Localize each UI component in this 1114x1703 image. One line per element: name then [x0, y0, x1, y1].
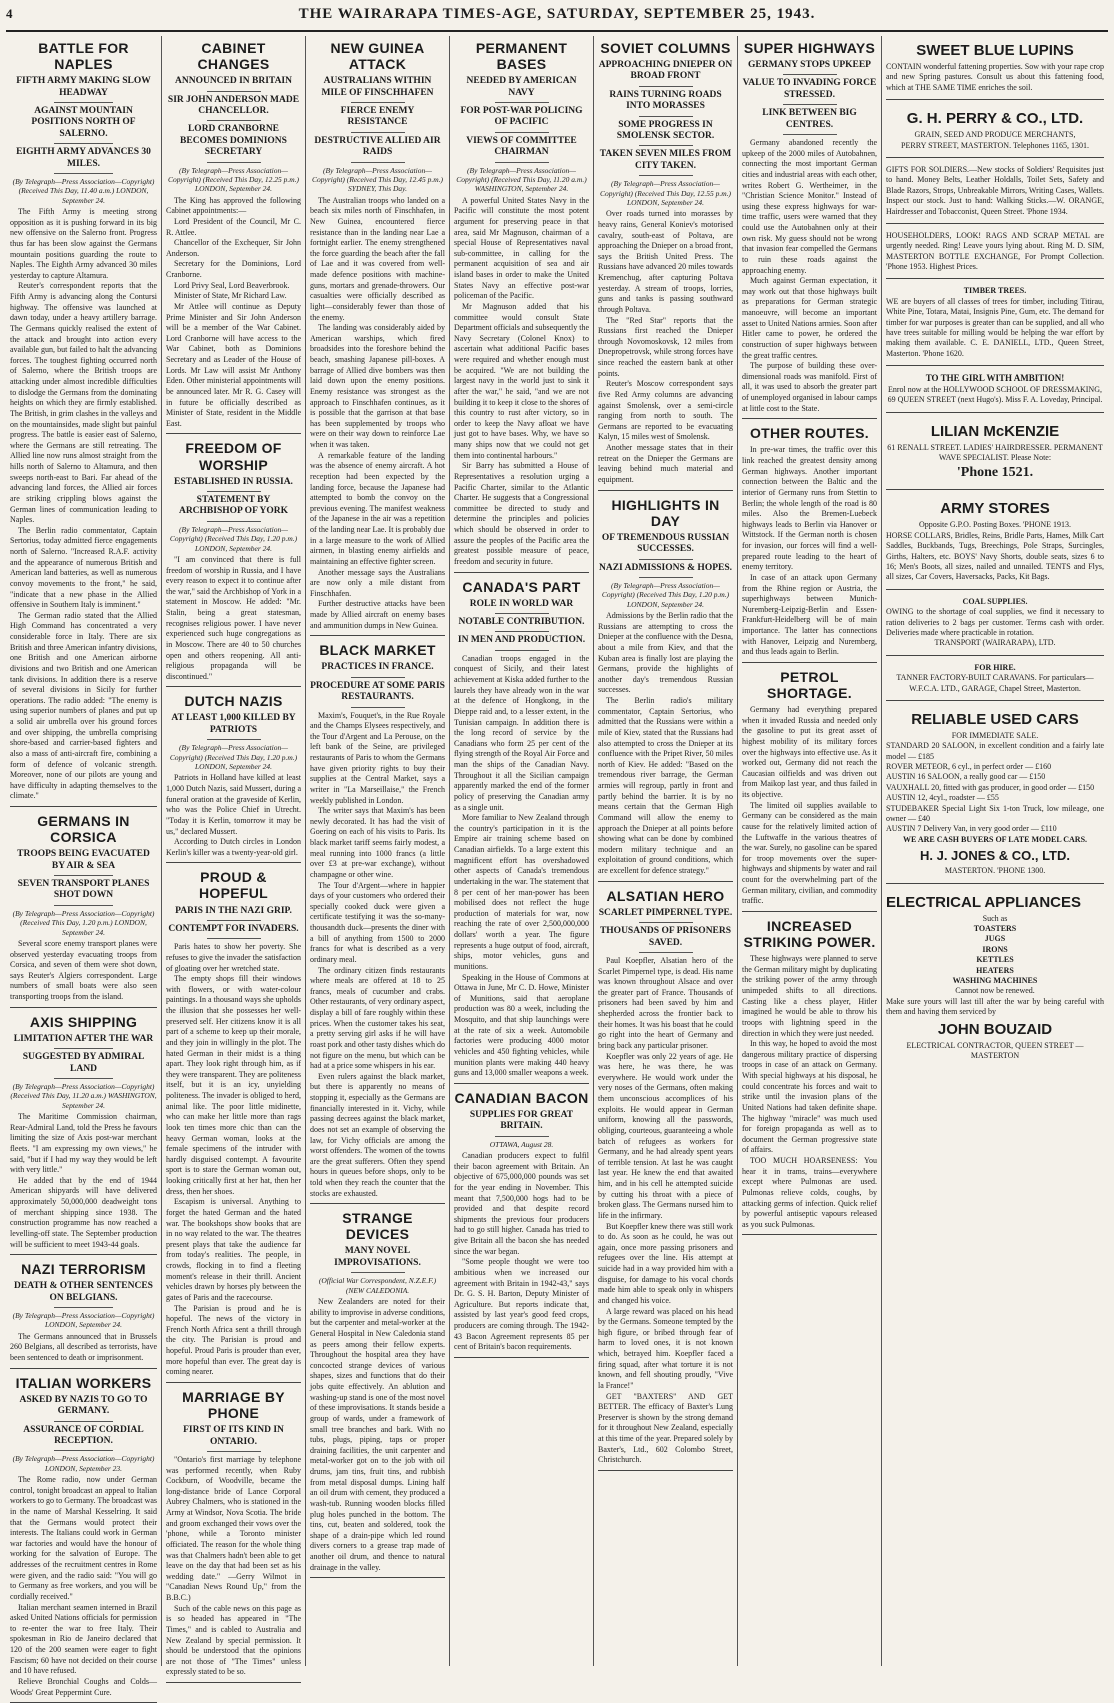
article: [742, 669, 877, 912]
deck-divider: [54, 875, 113, 876]
article-dateline: (By Telegraph—Press Association—Copyright) (Received This Day, 1.20 p.m.) LONDON, September 24.: [169, 743, 298, 772]
article-paragraph: Relieve Bronchial Coughs and Colds—Woods' Great Peppermint Cure.: [10, 1676, 157, 1697]
article-paragraph: More familiar to New Zealand through the country's participation in it is the Empire air training scheme based on Canadian airfields. To a large extent this magnificent effort has overshadowed other aspects of Canada's tremendous undertaking in the war. The statement that 8 per cent of her man-power has been mobilised does not reflect the huge production of materials for war, now reaching the rate of over 2,500,000,000 dollars' worth a year. The figure represents a huge output of food, aircraft, ships, motor vehicles, guns and munitions.: [454, 813, 589, 971]
ad-electrical-footer: ELECTRICAL CONTRACTOR, QUEEN STREET — MASTERTON: [906, 1040, 1084, 1060]
article-paragraph: Mr Attlee will continue as Deputy Prime Minister and Sir John Anderson will be a member of the War Cabinet. Lord Cranborne will have access to the War Cabinet, both as Dominions Secretary and as Leader of the House of Lords. Mr Law will assist Mr Anthony Eden. Other ministerial appointments will be announced later. Mr R. G. Casey will in future be officially described as Minister of State, resident in the Middle East.: [166, 301, 301, 428]
article-paragraph: The Fifth Army is meeting strong opposition as it is pushing forward in its big new offensive on the Salerno front. Progress thus far has been slow against the Germans mountain positions guarding the route to Naples. The Eighth Army advanced 30 miles yesterday to capture Altamura.: [10, 207, 157, 280]
article-paragraph: Another message states that in their retreat on the Dnieper the Germans are leaving behind much material and equipment.: [598, 443, 733, 484]
deck-divider: [54, 173, 113, 174]
article-paragraph: Lord President of the Council, Mr C. R. Attlee.: [166, 216, 301, 237]
ad-mckenzie-phone: 'Phone 1521.: [956, 465, 1034, 481]
article-deck: NOTABLE CONTRIBUTION.: [458, 617, 585, 628]
deck-divider: [54, 143, 113, 144]
article-dateline: (Official War Correspondent, N.Z.E.F.) (NEW CALEDONIA.: [318, 1276, 437, 1295]
ad-army-title: ARMY STORES: [940, 500, 1050, 518]
article-paragraph: The Tour d'Argent—where in happier days of your customers who ordered their specially cooked duck were given a certificate testifying it was the so-many-thousandth duck—presents the diner with a bill of anything from 1500 to 2000 francs for what is described as a very ordinary meal.: [310, 880, 445, 964]
ad-cars-sub: FOR IMMEDIATE SALE.: [951, 730, 1039, 740]
article-deck: VALUE TO INVADING FORCE STRESSED.: [742, 78, 877, 100]
ad-coal: [886, 594, 1104, 656]
article-headline: DUTCH NAZIS: [184, 693, 283, 710]
deck-divider: [783, 104, 837, 105]
article-paragraph: Patriots in Holland have killed at least 1,000 Dutch Nazis, said Mussert, during a funeral oration at the graveside of Kerlin, who was the Police Chief in Utrecht. "Today it is Kerlin, tomorrow it may be us," declared Mussert.: [166, 773, 301, 836]
ad-perry-sub: GRAIN, SEED AND PRODUCE MERCHANTS,: [914, 130, 1076, 140]
column-5: [594, 36, 738, 1666]
ad-army-stores: [886, 494, 1104, 589]
article-paragraph: Further destructive attacks have been made by Allied aircraft on enemy bases and ammunition dumps in New Guinea.: [310, 599, 445, 630]
column-6: [738, 36, 882, 1666]
article-deck: RAINS TURNING ROADS INTO MORASSES: [609, 89, 722, 112]
deck-divider: [639, 175, 693, 176]
article-deck: LINK BETWEEN BIG CENTRES.: [762, 108, 857, 130]
column-2: [162, 36, 306, 1677]
page-number: 4: [6, 6, 13, 21]
appliance-item: KETTLES: [976, 955, 1014, 965]
article-paragraph: The writer says that Maxim's has been newly decorated. It has had the visit of Goering on each of his visits to Paris. Its black market tariff seems fairly modest, a meal running into 1000 francs (a little over £3 at pre-war exchange), without champagne or other wine.: [310, 806, 445, 879]
deck-divider: [54, 102, 113, 103]
deck-divider: [639, 559, 693, 560]
article-paragraph: Escapism is universal. Anything to forget the hated German and the hated war. The bookshops show books that are in no way related to the war. The theatres present plays that take the audience far from today's realities. The people, in crowds, flocking in to find a fleeting moment's release in their thrill. Ancient vehicles drawn by horses ply between the gates of Paris and the racecourse.: [166, 1197, 301, 1302]
article-headline: BLACK MARKET: [319, 642, 436, 659]
deck-divider: [207, 1451, 261, 1452]
ad-bottle-exchange: [886, 228, 1104, 280]
article-headline: BATTLE FOR NAPLES: [38, 40, 129, 73]
ad-cars-dealer: H. J. JONES & CO., LTD.: [919, 848, 1070, 864]
deck-divider: [639, 952, 693, 953]
appliance-item: JUGS: [984, 934, 1006, 944]
article-deck: PARIS IN THE NAZI GRIP.: [175, 905, 292, 916]
car-listing: AUSTIN 16 SALOON, a really good car — £150: [886, 772, 1046, 782]
car-listing: STUDEBAKER Special Light Six 1-ton Truck, low mileage, one owner — £40: [886, 803, 1104, 824]
deck-divider: [351, 132, 405, 133]
article-headline: SUPER HIGHWAYS: [743, 40, 876, 56]
ad-electrical-sub: Such as: [982, 913, 1008, 923]
article-deck: MANY NOVEL IMPROVISATIONS.: [334, 1246, 421, 1268]
article-paragraph: Speaking in the House of Commons at Ottawa in June, Mr C. D. Howe, Minister of Munitions, said that aeroplane production was 80 a week, including the Mosquito, and that ship launchings were at the rate of six a week. Automobile factories were producing 4000 motor vehicles and 450 fighting vehicles, while munition plants were making 440 heavy guns and 13,000 smaller weapons a week.: [454, 972, 589, 1078]
ad-electrical-note: Cannot now be renewed.: [955, 986, 1035, 996]
article-paragraph: Maxim's, Fouquet's, in the Rue Royale and the Champs Elysees respectively, and the Tour d'Argent and La Perouse, on the left bank of the Seine, are privileged restaurants of Paris to whom the Germans have given priority rights to buy their supplies at the Central Market, says a writer in "La Marseillaise," the French weekly published in London.: [310, 710, 445, 805]
deck-divider: [207, 120, 261, 121]
article-headline: SOVIET COLUMNS: [600, 40, 731, 56]
article-headline: CANADIAN BACON: [454, 1089, 589, 1106]
ad-army-body: HORSE COLLARS, Bridles, Reins, Bridle Parts, Hames, Milk Cart Saddles, Buckbands, Tugs, Breechings, Pole Straps, Surcingles, Girths, Halters, etc. BOYS' Navy Shorts, double seats, sizes 6 to 16; Men's Boots, all sizes, nailed and unnailed. TENTS and Flys, all sizes, Car Covers, Haversacks, Packs, Kit Bags.: [886, 530, 1104, 582]
deck-divider: [54, 1048, 113, 1049]
article-paragraph: Even rulers against the black market, but there is apparently no means of stopping it, especially as the Germans are financially interested in it. Vichy, while passing decrees against the black market, does not set an example of observing the law, for Vichy officials are among the worst offenders. The women of the towns are the great sufferers. Often they spend hours in queues before shops, only to be told when they reach the counter that the stocks are exhausted.: [310, 1071, 445, 1198]
columns: [6, 36, 1108, 1697]
article-headline: STRANGE DEVICES: [342, 1210, 413, 1243]
ad-lupins-body: CONTAIN wonderful fattening properties. Sow with your rape crop and new Spring pastures. Consult us about this fattening food, which at THE SAME TIME enriches the soil.: [886, 62, 1104, 92]
article-paragraph: Reuter's Moscow correspondent says five Red Army columns are advancing against Smolensk, over a semi-circle ranging from north to south. The Germans are reported to be evacuating Kalyn, 15 miles west of Smolensk.: [598, 379, 733, 442]
article-deck: OF TREMENDOUS RUSSIAN SUCCESSES.: [601, 532, 730, 555]
article-deck: EIGHTH ARMY ADVANCES 30 MILES.: [16, 147, 151, 169]
deck-divider: [351, 102, 405, 103]
article-deck: APPROACHING DNIEPER ON BROAD FRONT: [598, 60, 733, 82]
article-deck: FIRST OF ITS KIND IN ONTARIO.: [183, 1425, 284, 1447]
deck-divider: [783, 134, 837, 135]
article-paragraph: The "Red Star" reports that the Russians first reached the Dnieper through Novomoskovsk, 12 miles from Dnepropetrovsk, while strong forces have since reached the eastern bank at other points.: [598, 315, 733, 378]
article-deck: ANNOUNCED IN BRITAIN: [174, 76, 292, 87]
deck-divider: [351, 677, 405, 678]
article-dateline: (By Telegraph—Press Association—Copyright) (Received This Day, 12.25 p.m.) LONDON, September 24.: [167, 165, 299, 194]
article-paragraph: In this way, he hoped to avoid the most dangerous military practice of dispersing troops in case of an attack on Germany. With special highways at his disposal, he could concentrate his forces and wait to strike until the invasion plans of the United Nations had taken definite shape. The highway "miracle" was much used for foreign propaganda as well as to document the German progressive state of affairs.: [742, 1039, 877, 1155]
article-deck: FIERCE ENEMY RESISTANCE: [340, 105, 415, 128]
article-paragraph: But Koepfler knew there was still work to do. As soon as he could, he was out again, once more passing prisoners and refugees over the line. His attempt at suicide had in a way provided him with a disguise, for damage to his vocal chords made him able to speak only in whispers and changed his voice.: [598, 1221, 733, 1305]
article: [10, 813, 157, 1008]
ad-electrical-body: Make sure yours will last till after the war by being careful with them and having them serviced by: [886, 996, 1104, 1017]
ad-dressmaking-title: TO THE GIRL WITH AMBITION!: [925, 373, 1065, 384]
deck-divider: [495, 1136, 549, 1137]
article-paragraph: The limited oil supplies available to Germany can be considered as the main cause for the relatively limited action of the Luftwaffe in the various theatres of the war. Surely, no gasoline can be spared for troop movements over the super-highways and shipments by water and rail count for the overwhelming part of the German military, civilian, and commodity traffic.: [742, 800, 877, 906]
ad-perry: [886, 104, 1104, 158]
article-paragraph: According to Dutch circles in London Kerlin's killer was a twenty-year-old girl.: [166, 837, 301, 857]
article-deck: LORD CRANBORNE BECOMES DOMINIONS SECRETARY: [180, 124, 287, 158]
article: [10, 1261, 157, 1369]
article-paragraph: The empty shops fill their windows with flowers, or with water-colour paintings. In a thousand ways she upholds the illusion that she possesses her well-preserved self. Her citizens know it is all part of a scheme to keep up their morale, and they join in willingly in the plot. The hated German in their midst is a thing apart. They look right through him, as if they were transparent. They are politeness itself, but it is an icy, unyielding politeness. The invader is obliged to herd, animal like. The poor little midinette, who can make her little more than rags look ten times more chic than can the heavy German woman, looks at the female specimens of the intruder with hardly disguised contempt. A favourite sport is to stare the German woman out, looking critically first at her hat, then her dress, then her shoes.: [166, 974, 301, 1196]
article-deck: SEVEN TRANSPORT PLANES SHOT DOWN: [17, 879, 150, 901]
article: [742, 918, 877, 1235]
ad-electrical-list: [886, 924, 1104, 986]
article-deck: GERMANY STOPS UPKEEP: [748, 60, 871, 71]
article-deck: AGAINST MOUNTAIN POSITIONS NORTH OF SALERNO.: [31, 105, 136, 139]
article-dateline: (By Telegraph—Press Association—Copyright) (Received This Day, 12.45 p.m.) SYDNEY, This Day.: [311, 165, 443, 194]
article-paragraph: A large reward was placed on his head by the Germans. Someone tempted by the high figure, or bribed through fear of harm to loved ones, it is not known which, betrayed him. Koepfler faced a firing squad, after what torture it is not known, and fell shouting proudly, "Vive la France!": [598, 1306, 733, 1390]
article-paragraph: Reuter's correspondent reports that the Fifth Army is advancing along the Contursi highway. The offensive was launched at dawn today, under a heavy artillery barrage. The Germans quickly realised the extent of the attack and brought into action every available gun, but failed to halt the advancing forces. The toughest fighting occurred north of Salerno, where the British troops are attacking under almost incredible difficulties to dislodge the Germans from the dominating heights on which they are firmly established. The British, in grim clashes in the valleys and on the mountainsides, made slight but painful progress. The battle is easier east of Salerno, where the Germans are still retreating. The Allied line now runs almost straight from the hills north of Salerno to Altamura, and then sweeps north-east to Bari. Far ahead of the advancing land forces, the Allied air forces are striking crippling blows against the German lines of communication leading to Naples.: [10, 281, 157, 525]
article-paragraph: The Maritime Commission chairman, Rear-Admiral Land, told the Press he favours limiting the size of Axis post-war merchant fleets. "I am expressing my own views," he said, "but if I had my way they would be left with very little.": [10, 1112, 157, 1175]
article-headline: PROUD & HOPEFUL: [199, 869, 268, 902]
article-paragraph: The ordinary citizen finds restaurants where meals are offered at 18 to 25 francs, meals of cucumber and crabs. Other restaurants, of very ordinary aspect, display a bill of fare roughly within these prices. When the customer takes his seat, a pretty serving girl asks if he will have roast pork and other tasty dishes which do not figure on the menu, but which can be had at a price some whispers in his ear.: [310, 965, 445, 1071]
article-deck: ASSURANCE OF CORDIAL RECEPTION.: [23, 1424, 144, 1446]
article-headline: OTHER ROUTES.: [749, 425, 870, 442]
article-deck: PRACTICES IN FRANCE.: [321, 662, 434, 673]
article-deck: SOME PROGRESS IN SMOLENSK SECTOR.: [616, 119, 715, 142]
article-paragraph: Minister of State, Mr Richard Law.: [174, 291, 287, 301]
column-1: [6, 36, 162, 1697]
deck-divider: [207, 938, 261, 939]
ad-lupins: [886, 36, 1104, 100]
ad-army-sub: Opposite G.P.O. Posting Boxes. 'PHONE 1913.: [918, 520, 1072, 530]
appliance-item: IRONS: [982, 944, 1008, 954]
article-deck: VIEWS OF COMMITTEE CHAIRMAN: [466, 135, 577, 158]
ad-cars-title: RELIABLE USED CARS: [911, 710, 1079, 728]
ad-cars-dealer-sub: MASTERTON. 'PHONE 1300.: [944, 866, 1046, 876]
article-paragraph: Secretary for the Dominions, Lord Cranborne.: [166, 259, 301, 280]
ad-electrical-name: JOHN BOUZAID: [937, 1020, 1053, 1038]
ad-coal-title: COAL SUPPLIES.: [962, 596, 1028, 606]
article-deck: AT LEAST 1,000 KILLED BY PATRIOTS: [171, 713, 296, 735]
deck-divider: [639, 577, 693, 578]
article-deck: THOUSANDS OF PRISONERS SAVED.: [599, 926, 732, 948]
article-paragraph: The landing was considerably aided by American warships, which fired broadsides into the foreshore behind the beach, smashing Japanese pill-boxes. A barrage of Allied dive bombers was then laid down upon the enemy positions. Enemy resistance was strongest as the approach to Finschhafen continues, as it is possible that the garrison at that base has been supplemented by troops who were on their way down to reinforce Lae when it was taken.: [310, 323, 445, 450]
article-deck: IN MEN AND PRODUCTION.: [457, 635, 586, 646]
article: [598, 888, 733, 1471]
article-paragraph: The Australian troops who landed on a beach six miles north of Finschhafen, in New Guinea, encountered fierce resistance than in the landing near Lae a fortnight earlier. The enemy strengthened the force guarding the beach after the fall of Lae and it was covered from well-made defence positions with machine-guns, mortars and grenade-throwers. Our casualties were officially described as light—considerably fewer than those of the enemy.: [310, 195, 445, 322]
ad-caravans: [886, 660, 1104, 701]
article-paragraph: Such of the cable news on this page as is so headed has appeared in "The Times," and is cabled to Australia and New Zealand by special permission. It should be understood that the opinions are not those of "The Times" unless expressly stated to be so.: [166, 1603, 301, 1677]
article: [166, 40, 301, 434]
ad-electrical-title: ELECTRICAL APPLIANCES: [886, 893, 1082, 911]
deck-divider: [207, 739, 261, 740]
article-paragraph: Lord Privy Seal, Lord Beaverbrook.: [174, 280, 290, 290]
article-paragraph: Germany abandoned recently the upkeep of the 2000 miles of Autobahnen, connecting the most important German cities and industrial areas with each other, writes Robert G. Wertheimer, in the "Christian Science Monitor." Instead of using these express highways for war-time traffic, users were warned that they could use the Autobahnen only at their own risk. My guess should not be wrong that invasion fear compelled the Germans to ruin these roads against the approaching enemy.: [742, 138, 877, 275]
article: [310, 1210, 445, 1578]
article-paragraph: In pre-war times, the traffic over this link reached the greatest density among German highways. Another important connection between the Baltic and the interior of Germany runs from Stettin to Berlin; the whole length of the road is 80 miles. Also the Bremen-Luebeck highways leads to Berlin via Hanover or Wittstock. If the German north is chosen for invasion, our forces will find a well-prepared route leading to the heart of enemy territory.: [742, 445, 877, 572]
article-headline: MARRIAGE BY PHONE: [182, 1388, 285, 1422]
article-headline: INCREASED STRIKING POWER.: [743, 917, 876, 951]
article-paragraph: Canadian producers expect to fulfil their bacon agreement with Britain. An objective of 675,000,000 pounds was set for the year ending in November. This meant that 7,500,000 hogs had to be provided and that despite record shipments the previous four producers had to go still higher. Canada has tried to give Britain all the bacon she has needed since the war began.: [454, 1151, 589, 1256]
ad-coal-footer: TRANSPORT (WAIRARAPA), LTD.: [934, 638, 1056, 648]
deck-divider: [54, 1307, 113, 1308]
article-dateline: (By Telegraph—Press Association—Copyright) LONDON, September 24.: [12, 1311, 155, 1330]
ad-cars-list: [886, 741, 1104, 835]
article-headline: AXIS SHIPPING: [29, 1013, 138, 1030]
article-headline: ITALIAN WORKERS: [15, 1374, 152, 1391]
ad-electrical: [886, 888, 1104, 1068]
ad-cars-footer: WE ARE CASH BUYERS OF LATE MODEL CARS.: [902, 834, 1088, 844]
deck-divider: [495, 162, 549, 163]
article: [598, 497, 733, 882]
article-deck: TAKEN SEVEN MILES FROM CITY TAKEN.: [599, 149, 732, 171]
article-paragraph: A remarkable feature of the landing was the absence of enemy aircraft. A hot reception had been expected by the landing force, because the Japanese had attempted to bomb the convoy on the previous evening. The manifest weakness of the Japanese in the air was a repetition of the landing near Lae. It is probably due in a large measure to the work of Allied airmen, in blasting enemy airfields and maintaining an effective fighter screen.: [310, 450, 445, 566]
article-deck: SIR JOHN ANDERSON MADE CHANCELLOR.: [167, 94, 300, 116]
article-dateline: (By Telegraph—Press Association—Copyright) (Received This Day, 1.20 p.m.) LONDON, September 24.: [12, 908, 155, 937]
article-dateline: (By Telegraph—Press Association—Copyright) (Received This Day, 11.20 a.m.) WASHINGTON, September 24.: [456, 165, 587, 194]
column-7-ads: [882, 36, 1108, 1666]
article-paragraph: GET "BAXTERS" AND GET BETTER. The efficacy of Baxter's Lung Preserver is shown by the strong demand for it throughout New Zealand, especially at this time of the year. Prepared solely by Baxter's, Ltd., 602 Colombo Street, Christchurch.: [598, 1391, 733, 1465]
ad-dressmaking: [886, 370, 1104, 412]
deck-divider: [495, 631, 549, 632]
masthead: [6, 6, 1108, 32]
article-deck: FOR POST-WAR POLICING OF PACIFIC: [460, 105, 583, 128]
article-paragraph: He added that by the end of 1944 American shipyards will have delivered approximately 50,000,000 deadweight tons of merchant shipping since 1938. The construction programme has now reached a levelling-off state. The September production will be sufficient to meet 1943-44 goals.: [10, 1175, 157, 1249]
article-paragraph: Several score enemy transport planes were observed yesterday evacuating troops from Corsica, and seven of them were shot down, says Reuter's Algiers correspondent. Large numbers of small boats were also seen transporting troops from the island.: [10, 938, 157, 1002]
article-paragraph: "Ontario's first marriage by telephone was performed recently, when Ruby Cockburn, of Woodville, became the long-distance bride of Lance Corporal Aubrey Chalmers, who is stationed in the Army at Windsor, Nova Scotia. The bride and groom exchanged their vows over the 'phone, while a Toronto minister officiated. The reason for the whole thing was that Chalmers hadn't been able to get leave on the day that had been set as his wedding date." —Gerry Wilmot in "Canadian News Round Up," from the B.B.C.): [166, 1454, 301, 1603]
article-headline: PERMANENT BASES: [475, 40, 568, 73]
deck-divider: [54, 1078, 113, 1079]
car-listing: AUSTIN 12, 4cyl., roadster — £55: [886, 793, 999, 803]
article: [454, 1090, 589, 1358]
article: [742, 40, 877, 419]
deck-divider: [351, 1272, 405, 1273]
article-paragraph: Sir Barry has submitted a House of Representatives a resolution urging a Pacific Charter, similar to the Atlantic Charter. He suggests that a Congressional committee be directed to study and determine the principles and policies which should be observed in order to assure the peoples of the Pacific area the greatest possible measure of peace, freedom and security in future.: [454, 461, 589, 566]
ad-timber-title: TIMBER TREES.: [963, 286, 1027, 296]
article-paragraph: Koepfler was only 22 years of age. He was here, he was there, he was everywhere. He would work under the very noses of the Germans, often making them unconscious accomplices of his exploits. He would appear in German uniform, knowing all the passwords, obliging, courteous, guaranteeing a whole batch of refugees as workers for Germany, and he had already spent years of terrible tension. At last he was caught last year. He knew the end that awaited him, and in his cell he attempted suicide by cutting his throat with a piece of broken glass. The Germans nursed him to life in the infirmary.: [598, 1051, 733, 1220]
article: [10, 1375, 157, 1703]
deck-divider: [207, 920, 261, 921]
article-deck: NAZI ADMISSIONS & HOPES.: [598, 562, 733, 573]
article-paragraph: Chancellor of the Exchequer, Sir John Anderson.: [166, 238, 301, 258]
car-listing: AUSTIN 7 Delivery Van, in very good order — £110: [886, 824, 1057, 834]
article-paragraph: New Zealanders are noted for their ability to improvise in adverse conditions, but the carpenter and metal-worker at the General Hospital in New Caledonia stand as peers among their fellow experts. Throughout the hospital area they have concocted strange devices of various shapes, sizes and functions that do their jobs quite effectively. An ablution and washing-up stand is one of the most novel of these improvisations. It stands beside a group of wards, under a framework of small tree branches and bark. With no tubs, plugs, piping, taps or proper draining facilities, the unit carpenter and metal-worker got on to the job with oil drums, jam tins, fruit tins, and rubbish from metal disposal dumps. Lining half an oil drum with cement, they produced a wash-tub. Running wooden blocks filled plug holes punched in the bottom. The tins, cut, beaten and soldered, took the shape of a drain-pipe which led round divers corners to a grease trap made of another oil drum, and thence to natural drainage in the valley.: [310, 1297, 445, 1572]
article-paragraph: A powerful United States Navy in the Pacific will constitute the most potent argument for preserving peace in that area, said Mr Magnuson, chairman of a special House of Representatives naval sub-committee, in calling for the permanent acquisition of sea and air island bases in order to make the United States Navy an effective post-war policeman of the Pacific.: [454, 195, 589, 301]
article-dateline: (By Telegraph—Press Association—Copyright) (Received This Day, 1.20 p.m.) LONDON, September 24.: [601, 580, 730, 609]
ad-timber-body: WE are buyers of all classes of trees for timber, including Titirau, White Pine, Totara, Matai, Insignis Pine, Gum, etc. The demand for timber for war purposes is greater than can be supplied, and all who have trees suitable for milling would be helping the war effort by making them available. C. E. DANIELL, LTD., Queen Street, Masterton. 'Phone 1620.: [886, 296, 1104, 358]
article: [10, 40, 157, 807]
article: [598, 40, 733, 491]
deck-divider: [639, 86, 693, 87]
car-listing: STANDARD 20 SALOON, in excellent condition and a fairly late model — £185: [886, 741, 1104, 761]
article-headline: FREEDOM OF WORSHIP: [185, 440, 282, 473]
article-paragraph: Paris hates to show her poverty. She refuses to give the invader the satisfaction of gloating over her wretched state.: [166, 942, 301, 973]
article: [742, 425, 877, 663]
article-paragraph: The Rome radio, now under German control, tonight broadcast an appeal to Italian workers to go to Germany. The broadcast was in the name of Marshal Kesselring. It said that the Germans would protect their interests. The Italians could work in German war factories and would have the honour of working for the salvation of Europe. The addresses of the recruitment centres in Rome were given, and the radio said: "You will go to Germany as free workers, and you will be cordially received.": [10, 1475, 157, 1601]
deck-divider: [207, 491, 261, 492]
article-paragraph: Germany had everything prepared when it invaded Russia and needed only the gasoline to put its great asset of highest mobility of its military forces over the highways into effective use. As it worked out, Germany did not reach the Caucasian oilfields and was driven out from Maikop last year, and thus failed in its objective.: [742, 705, 877, 800]
ad-caravans-body: TANNER FACTORY-BUILT CARAVANS. For particulars—W.F.C.A. LTD., GARAGE, Chapel Street, Masterton.: [896, 673, 1094, 693]
newspaper-title: THE WAIRARAPA TIMES-AGE, SATURDAY, SEPTEMBER 25, 1943.: [298, 6, 816, 22]
article-paragraph: The Berlin radio commentator, Captain Sertorius, today admitted fierce engagements north of Salerno. "Increased R.A.F. activity and the appearance of numerous British and American land batteries, as well as numerous convoy movements to the front," he said, "indicate that a new phase in the Allied offensive in Southern Italy is imminent.": [10, 525, 157, 610]
article-headline: HIGHLIGHTS IN DAY: [611, 496, 720, 529]
article-paragraph: The German radio stated that the Allied High Command has concentrated a very considerable force in Italy. There are six British and three American infantry divisions, one British and one American airborne divisions and two British and one American tank divisions. In addition there is a reserve of several divisions in Sicily for further operations. The radio added: "The enemy is using superior numbers of planes and put up a solid air umbrella over his ground forces and over shipping, the umbrella comprising shore-based and carrier-based fighters and also a mass of anti-aircraft fire, combining a form of defence of volcanic strength. Moreover, none of our pilots are young and have difficulty in adapting themselves to the climate.": [10, 610, 157, 801]
deck-divider: [639, 922, 693, 923]
article-deck: DEATH & OTHER SENTENCES ON BELGIANS.: [14, 1281, 153, 1303]
article-deck: LIMITATION AFTER THE WAR: [13, 1033, 154, 1044]
article-dateline: (By Telegraph—Press Association—Copyright) (Received This Day, 11.20 a.m.) WASHINGTON, September 24.: [10, 1081, 157, 1110]
article-deck: ESTABLISHED IN RUSSIA.: [174, 476, 293, 487]
article-paragraph: Over roads turned into morasses by heavy rains, General Koniev's motorised cavalry, south-east of Poltava, are approaching the Dnieper on a broad front, says the British United Press. The Russians have advanced 20 miles towards Kremenchug, after capturing Poltava yesterday. A stream of troops, lorries, guns and tanks is passing southward through Poltava.: [598, 209, 733, 314]
car-listing: VAUXHALL 20, fitted with gas producer, in good order — £150: [886, 782, 1095, 792]
article-headline: NEW GUINEA ATTACK: [330, 40, 425, 73]
article-paragraph: Italian merchant seamen interned in Brazil asked United Nations officials for permission to re-enter the war to free Italy. Their spokesman in Rio de Janeiro declared that 120 of the 200 seamen were eager to fight Fascism; 60 have not decided on their course and 10 have refused.: [10, 1602, 157, 1676]
ad-used-cars: [886, 705, 1104, 884]
article-paragraph: Another message says the Australians are now only a mile distant from Finschhafen.: [310, 567, 445, 598]
article-paragraph: In case of an attack upon Germany from the Rhine region or Austria, the superhighways between Munich-Nuremberg-Leipzig-Berlin and Essen-Frankfurt-Heidelberg will be of main importance. The latter has connections with Hanover, Leipzig and Nuremberg, and thus leads again to Berlin.: [742, 572, 877, 657]
ad-lupins-title: SWEET BLUE LUPINS: [916, 42, 1074, 59]
article-dateline: (By Telegraph—Press Association—Copyright) (Received This Day, 1.20 p.m.) LONDON, September 24.: [169, 524, 298, 553]
article-paragraph: The King has approved the following Cabinet appointments:—: [166, 195, 301, 216]
deck-divider: [207, 91, 261, 92]
ad-coal-body: OWING to the shortage of coal supplies, we find it necessary to ration deliveries to 2 bags per customer. Terms cash with order. Deliveries made where practicable in rotation.: [886, 607, 1104, 637]
deck-divider: [54, 905, 113, 906]
article-paragraph: TOO MUCH HOARSENESS: You hear it in trams, trains—everywhere except where Pulmonas are used. Pulmonas relieve colds, coughs, by attacking germs of infection. Quick relief by powerful antiseptic vapours released as you suck Pulmonas.: [742, 1156, 877, 1229]
article: [454, 579, 589, 1084]
article: [454, 40, 589, 573]
article-paragraph: Canadian troops engaged in the conquest of Sicily, and their latest achievement at Kiska added further to the laurels they have already won in the war at the defence of Hongkong, in the Dieppe raid and, to a lesser extent, in the Tunisian campaign. In addition there is the long record of service by the Canadians who form 25 per cent of the flying strength of the Royal Air Force and man the ships of the Canadian Navy. Throughout it all the Sicilian campaign apparently marked the end of the former policy of preserving the Canadian army as a single unit.: [454, 653, 589, 812]
article-headline: CANADA'S PART: [462, 578, 581, 595]
article-paragraph: Admissions by the Berlin radio that the Russians are attempting to cross the Dnieper at the confluence with the Desna, about a mile from Kiev, and that the Kuban area is finally lost are playing the Germans, provide the highlights of another day's tremendous Russian successes.: [598, 611, 733, 695]
article-paragraph: Mr Magnuson added that his committee would consult State Department officials and subsequently the Navy Secretary (Colonel Knox) to ascertain what additional Pacific bases were required and whether enough must be acquired. "We are not building the largest navy in the world just to sink it after the war," he said, "and we are not building it to keep it close to the shores of this country to rust after victory, so in order to keep the Navy afloat we have just got to have bases. Why, we have so many ships now that we could not get them into continental harbours.": [454, 301, 589, 460]
ad-mckenzie-body: 61 RENALL STREET. LADIES' HAIRDRESSER. PERMANENT WAVE SPECIALIST. Please Note:: [887, 442, 1103, 463]
deck-divider: [54, 1450, 113, 1451]
deck-divider: [351, 162, 405, 163]
article-deck: SUGGESTED BY ADMIRAL LAND: [22, 1052, 145, 1074]
article-deck: TROOPS BEING EVACUATED BY AIR & SEA: [17, 849, 150, 871]
article-headline: CABINET CHANGES: [197, 40, 270, 73]
deck-divider: [351, 707, 405, 708]
column-4: [450, 36, 594, 1666]
ad-mckenzie: [886, 417, 1104, 491]
article-headline: NAZI TERRORISM: [21, 1261, 146, 1278]
car-listing: ROVER METEOR, 6 cyl., in perfect order — £160: [886, 762, 1052, 772]
article: [166, 1389, 301, 1683]
article: [310, 642, 445, 1204]
ad-perry-title: G. H. PERRY & CO., LTD.: [906, 110, 1084, 128]
deck-divider: [207, 521, 261, 522]
ad-mckenzie-title: LILIAN McKENZIE: [930, 422, 1060, 440]
article-deck: NEEDED BY AMERICAN NAVY: [466, 76, 577, 98]
article-paragraph: Paul Koepfler, Alsatian hero of the Scarlet Pimpernel type, is dead. His name was known throughout Alsace and over the greater part of France. Thousands of prisoners had been saved by him and shepherded across the frontier back to their homes. It was his boast that he could go right into the heart of Germany and bring back any particular prisoner.: [598, 955, 733, 1050]
appliance-item: HEATERS: [976, 965, 1014, 975]
article: [310, 40, 445, 636]
deck-divider: [495, 132, 549, 133]
ad-gifts: [886, 162, 1104, 224]
article-headline: PETROL SHORTAGE.: [767, 668, 852, 701]
article-dateline: (By Telegraph—Press Association—Copyright) LONDON, September 23.: [12, 1454, 155, 1473]
deck-divider: [639, 145, 693, 146]
deck-divider: [495, 613, 549, 614]
ad-dressmaking-body: Enrol now at the HOLLYWOOD SCHOOL OF DRESSMAKING, 69 QUEEN STREET (next Hugo's). Miss F. A. Loveday, Principal.: [887, 384, 1103, 405]
article: [166, 693, 301, 863]
article: [166, 440, 301, 687]
deck-divider: [207, 162, 261, 163]
article-paragraph: The Germans announced that in Brussels 260 Belgians, all described as terrorists, have been sentenced to death or imprisonment.: [10, 1331, 157, 1363]
ad-perry-address: PERRY STREET, MASTERTON. Telephones 1165, 1301.: [901, 140, 1089, 150]
article-deck: ROLE IN WORLD WAR: [469, 598, 574, 609]
article-deck: CONTEMPT FOR INVADERS.: [168, 923, 299, 934]
deck-divider: [495, 102, 549, 103]
article: [10, 1014, 157, 1256]
article-paragraph: Much against German expectation, it may work out that those highways built as preparations for German strategic manoeuvre, will become an important asset to United Nations armies. Soon after Hitler came to power, he ordered the construction of super highways between the great traffic centres.: [742, 276, 877, 360]
article-paragraph: The Parisian is proud and he is hopeful. The news of the victory in French North Africa sent a thrill through the city. The Parisian is proud and hopeful. Proud Paris is prouder than ever, more hopeful than ever. The great day is coming nearer.: [166, 1303, 301, 1377]
ad-bottle-body: HOUSEHOLDERS, LOOK! RAGS AND SCRAP METAL are urgently needed. Ring! Leave yours lying about. Ring M. D. SIM, MASTERTON BOTTLE EXCHANGE, For Prompt Collection. 'Phone 1953. Highest Prices.: [886, 230, 1104, 272]
deck-divider: [54, 1421, 113, 1422]
article-dateline: (By Telegraph—Press Association—Copyright) (Received This Day, 12.55 p.m.) LONDON, September 24.: [599, 179, 731, 207]
deck-divider: [639, 116, 693, 117]
article-headline: GERMANS IN CORSICA: [37, 813, 130, 846]
ad-caravans-title: FOR HIRE.: [974, 662, 1016, 672]
article: [166, 869, 301, 1383]
column-3: [306, 36, 450, 1666]
article-headline: ALSATIAN HERO: [606, 887, 725, 904]
deck-divider: [783, 74, 837, 75]
article-deck: DESTRUCTIVE ALLIED AIR RAIDS: [314, 135, 441, 158]
article-deck: STATEMENT BY ARCHBISHOP OF YORK: [178, 494, 289, 517]
article-dateline: (By Telegraph—Press Association—Copyright) (Received This Day, 11.40 a.m.) LONDON, September 24.: [12, 176, 155, 205]
article-paragraph: "Some people thought we were too ambitious when we increased our agreement with Britain in 1942-43," says Dr. G. S. H. Barton, Deputy Minister of Agriculture. But reports indicate that, assisted by last year's good feed crops, producers are coming through. The 1942-43 Bacon Agreement represents 85 per cent of Britain's bacon requirements.: [454, 1257, 589, 1352]
ad-gifts-body: GIFTS FOR SOLDIERS.—New stocks of Soldiers' Requisites just to hand. Money Belts, Leather Holdalls, Toilet Sets, Safety and Blade Razors, Strops, Unbreakable Mirrors, Writing Cases, Wallets. Inspect our stock. Just to hand: Walking Sticks.—W. ORANGE, Hairdresser and Tobacconist, Queen Street. 'Phone 1934.: [886, 164, 1104, 216]
ad-timber: [886, 283, 1104, 366]
appliance-item: TOASTERS: [973, 924, 1017, 933]
article-deck: SCARLET PIMPERNEL TYPE.: [598, 907, 733, 918]
article-paragraph: The Berlin radio's military commentator, Captain Sertorius, who admitted that the Russians were within a mile of Kiev, stated that the Russians had also attempted to cross the Dnieper at its confluence with the Pripet River, 50 miles north of Kiev. He added: "Based on the tremendous river barrage, the German armies will regroup, partly in front and partly behind the barrier. It is by no means certain that the German High Command will allow the enemy to approach the Dnieper at all points before showing what can be done by combined modern military technique and an exploitation of ground conditions, which are excellent for defence strategy.": [598, 696, 733, 876]
article-deck: ASKED BY NAZIS TO GO TO GERMANY.: [19, 1394, 148, 1417]
article-paragraph: These highways were planned to serve the German military might by duplicating the striking power of the army through unimpeded shifts to all directions. Casting like a chess player, Hitler imagined he would be able to throw his troops with lightning speed in the direction in which they were just needed.: [742, 954, 877, 1038]
article-deck: AUSTRALIANS WITHIN MILE OF FINSCHHAFEN: [321, 76, 434, 98]
article-deck: FIFTH ARMY MAKING SLOW HEADWAY: [16, 76, 151, 98]
article-dateline: OTTAWA, August 28.: [489, 1139, 554, 1149]
article-paragraph: The purpose of building these over-dimensional roads was manifold. First of all, it was used to absorb the greater part of unemployed organised in labour camps at little cost to the State.: [742, 361, 877, 413]
deck-divider: [495, 650, 549, 651]
appliance-item: WASHING MACHINES: [952, 975, 1038, 985]
article-deck: SUPPLIES FOR GREAT BRITAIN.: [469, 1109, 574, 1132]
article-paragraph: "I am convinced that there is full freedom of worship in Russia, and I have every reason to expect it to continue after the war," said the Archbishop of York in a statement in Moscow. He added: "Mr. Stalin, being a great statesman, recognises religious power. I have never experienced such huge congregations as in Moscow. There are 40 to 50 churches open and others reopening. All anti-religious propaganda will be discontinued.": [166, 554, 301, 681]
article-deck: PROCEDURE AT SOME PARIS RESTAURANTS.: [310, 680, 445, 703]
